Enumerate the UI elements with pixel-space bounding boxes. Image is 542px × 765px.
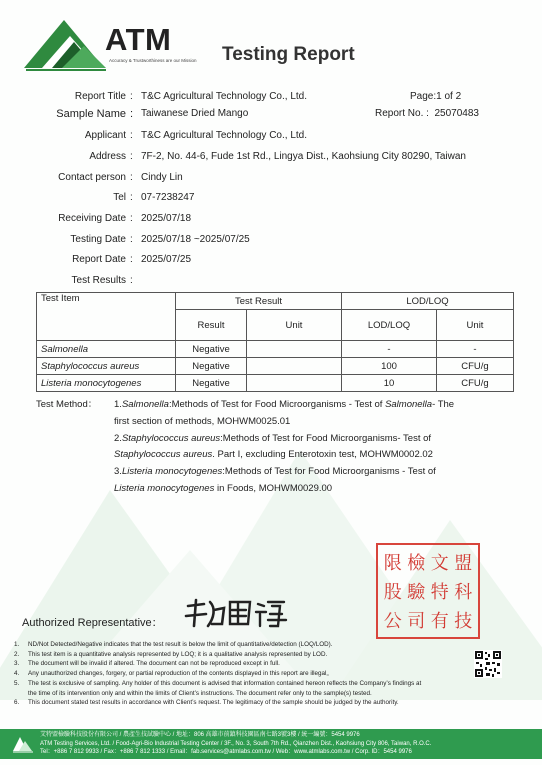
tel-value: 07-7238247 (141, 192, 195, 203)
cell-unit2: CFU/g (437, 358, 514, 375)
notes-list (10, 640, 472, 708)
page-title: Testing Report (222, 44, 355, 65)
cell-unit (247, 358, 342, 375)
cell-result: Negative (176, 341, 247, 358)
report-no-label: Report No. (375, 108, 424, 119)
receiving-label: Receiving Date (58, 213, 126, 224)
tel-row: Tel : 07-7238247 (113, 192, 195, 203)
seal-char: 限 (383, 553, 402, 575)
header-test-result: Test Result (176, 293, 342, 310)
method-1-organism-2: Salmonella (385, 399, 433, 410)
table-row (37, 341, 514, 358)
address-row: Address : 7F-2, No. 44-6, Fude 1st Rd., Lingya Dist., Kaohsiung City 80290, Taiwan (89, 151, 466, 162)
seal-char: 有 (430, 610, 449, 632)
receiving-value: 2025/07/18 (141, 213, 192, 224)
note-text: This document stated test results in accordance with Client’s request. The legitimacy of the sample should be judged by the authority. (28, 699, 399, 707)
method-2-number: 2. (114, 433, 122, 444)
method-2-text: :Methods of Test for Food Microorganisms- Test of (220, 433, 432, 444)
note-item (10, 679, 472, 689)
note-number: 3. (14, 660, 20, 668)
subheader-result: Result (176, 310, 247, 341)
note-item (10, 669, 472, 679)
logo-tagline: Accuracy & Trustworthiness are our Mission (109, 58, 197, 63)
method-2-organism: Staphylococcus aureus (121, 433, 221, 444)
footer-line-1: 艾特盟檢驗科技股份有限公司 / 農產生技試驗中心 / 地址：806 高雄市前鎮科技園區南七路3號3樓 / 統一編號：5454 9976 (40, 732, 360, 738)
cell-result: Negative (176, 375, 247, 392)
method-3-organism-2: Listeria monocytogenes (114, 483, 215, 494)
note-text: the time of its intervention only and within the limits of Client’s instructions. The document refer only to the sample(s) tested. (28, 689, 372, 697)
cell-lod: 100 (342, 358, 437, 375)
report-title-label: Report Title (74, 91, 126, 102)
note-item (10, 698, 472, 708)
footer-logo-icon (12, 733, 34, 753)
method-1-text: :Methods of Test for Food Microorganisms - Test of (168, 399, 386, 410)
method-1-organism: Salmonella (121, 399, 169, 410)
note-number: 5. (14, 679, 20, 687)
seal-char: 檢 (407, 553, 426, 575)
testing-label: Testing Date (70, 234, 126, 245)
note-text: Any unauthorized changes, forgery, or partial reproduction of the contents displayed in this report are illegal。 (28, 670, 333, 678)
table-row (37, 358, 514, 375)
note-number: 6. (14, 699, 20, 707)
footer-line-2: ATM Testing Services, Ltd. / Food-Agri-Bio Industrial Testing Center / 3F., No. 3, South 7th Rd., Qianzhen Dist., Kaohsiung City 806, Taiwan, R.O.C. (40, 740, 432, 747)
seal-char: 股 (383, 581, 402, 603)
method-3-organism: Listeria monocytogenes (121, 466, 223, 477)
cell-result: Negative (176, 358, 247, 375)
method-3-text-b: in Foods, MOHWM0029.00 (214, 483, 333, 494)
note-item (10, 640, 472, 650)
cell-item: Salmonella (37, 341, 176, 358)
footer-text (40, 731, 431, 757)
logo-wordmark: ATM (105, 22, 172, 57)
qr-code-icon[interactable] (474, 650, 502, 678)
cell-unit (247, 375, 342, 392)
seal-char: 公 (383, 610, 402, 632)
seal-char: 技 (454, 610, 473, 632)
contact-value: Cindy Lin (141, 172, 183, 183)
note-number: 4. (14, 670, 20, 678)
applicant-row: Applicant : T&C Agricultural Technology Co., Ltd. (84, 130, 308, 141)
method-1-line-1 (114, 397, 454, 413)
contact-label: Contact person (58, 172, 126, 183)
method-3-text: :Methods of Test for Food Microorganisms - Test of (222, 466, 436, 477)
applicant-value: T&C Agricultural Technology Co., Ltd. (141, 130, 308, 141)
seal-char: 盟 (454, 553, 473, 575)
note-item (10, 650, 472, 660)
cell-lod: 10 (342, 375, 437, 392)
footer-line-3: Tel：+886 7 812 9933 / Fax：+886 7 812 1333 / Email：fab.services@atmlabs.com.tw / Web：www.atmlabs.com.tw / Corp. ID：5454 9976 (40, 749, 412, 755)
note-item (10, 659, 472, 669)
test-method-label: Test Method： (36, 399, 98, 410)
results-row: Test Results : (71, 275, 133, 286)
table-header-row (37, 293, 514, 310)
cell-unit2: CFU/g (437, 375, 514, 392)
signature-image (180, 596, 300, 630)
report-date-label: Report Date (72, 254, 126, 265)
method-2-organism-2: Staphylococcus aureus (114, 449, 213, 460)
address-label: Address (89, 151, 126, 162)
note-number: 2. (14, 650, 20, 658)
cell-unit (247, 341, 342, 358)
cell-item: Staphylococcus aureus (37, 358, 176, 375)
method-3-number: 3. (114, 466, 122, 477)
report-date-value: 2025/07/25 (141, 254, 192, 265)
subheader-unit: Unit (247, 310, 342, 341)
table-row (37, 375, 514, 392)
company-seal (376, 543, 480, 639)
report-no-value: 25070483 (434, 108, 479, 119)
header-test-item: Test Item (37, 293, 176, 341)
seal-char: 司 (407, 610, 426, 632)
testing-row: Testing Date : 2025/07/18 ~2025/07/25 (70, 234, 250, 245)
report-date-row: Report Date : 2025/07/25 (72, 254, 192, 265)
address-value: 7F-2, No. 44-6, Fude 1st Rd., Lingya Dist., Kaohsiung City 80290, Taiwan (141, 151, 466, 162)
testing-value: 2025/07/18 ~2025/07/25 (141, 234, 250, 245)
seal-char: 科 (454, 581, 473, 603)
sample-name-value: Taiwanese Dried Mango (141, 108, 249, 119)
method-3-line-1 (114, 464, 436, 480)
header-lod-loq: LOD/LOQ (342, 293, 514, 310)
note-number: 1. (14, 641, 20, 648)
subheader-lod: LOD/LOQ (342, 310, 437, 341)
note-text: The document will be invalid if altered. The document can not be reproduced except in full. (28, 660, 280, 668)
cell-unit2: - (437, 341, 514, 358)
method-2-line-2 (114, 447, 433, 463)
results-label: Test Results (71, 275, 126, 286)
page-number: Page:1 of 2 (410, 91, 462, 102)
method-1-number: 1. (114, 399, 122, 410)
sample-name-row: Sample Name : Taiwanese Dried Mango Report No. : 25070483 (56, 108, 479, 120)
contact-row: Contact person : Cindy Lin (58, 172, 183, 183)
applicant-label: Applicant (84, 130, 126, 141)
sample-name-label: Sample Name (56, 108, 126, 120)
cell-lod: - (342, 341, 437, 358)
note-text: ND/Not Detected/Negative indicates that the test result is below the limit of quantitative/detection (LOQ/LOD). (28, 641, 333, 648)
note-item (10, 689, 472, 699)
receiving-row: Receiving Date : 2025/07/18 (58, 213, 192, 224)
seal-char: 特 (430, 581, 449, 603)
method-1-text-b: - The (432, 399, 455, 410)
note-text: The test is exclusive of sampling. Any holder of this document is advised that information contained hereon reflects the Company’s findings at (28, 679, 422, 687)
note-text: This test item is a quantitative analysis represented by LOQ; it is a qualitative analysis represented by LOD. (28, 650, 328, 658)
method-2-line-1 (114, 431, 431, 447)
footer-bar (0, 729, 542, 759)
cell-item: Listeria monocytogenes (37, 375, 176, 392)
method-2-text-b: . Part I, excluding Enterotoxin test, MOHWM0002.02 (212, 449, 433, 460)
method-1-line-2: first section of methods, MOHWM0025.01 (114, 416, 291, 427)
authorized-representative-label: Authorized Representative： (22, 617, 163, 629)
subheader-unit2: Unit (437, 310, 514, 341)
report-title-value: T&C Agricultural Technology Co., Ltd. (141, 91, 308, 102)
seal-char: 驗 (407, 581, 426, 603)
seal-char: 文 (430, 553, 449, 575)
tel-label: Tel (113, 192, 126, 203)
report-title-row: Report Title : T&C Agricultural Technology Co., Ltd. Page:1 of 2 (74, 91, 462, 102)
results-table (36, 292, 514, 392)
method-3-line-2 (114, 481, 332, 497)
